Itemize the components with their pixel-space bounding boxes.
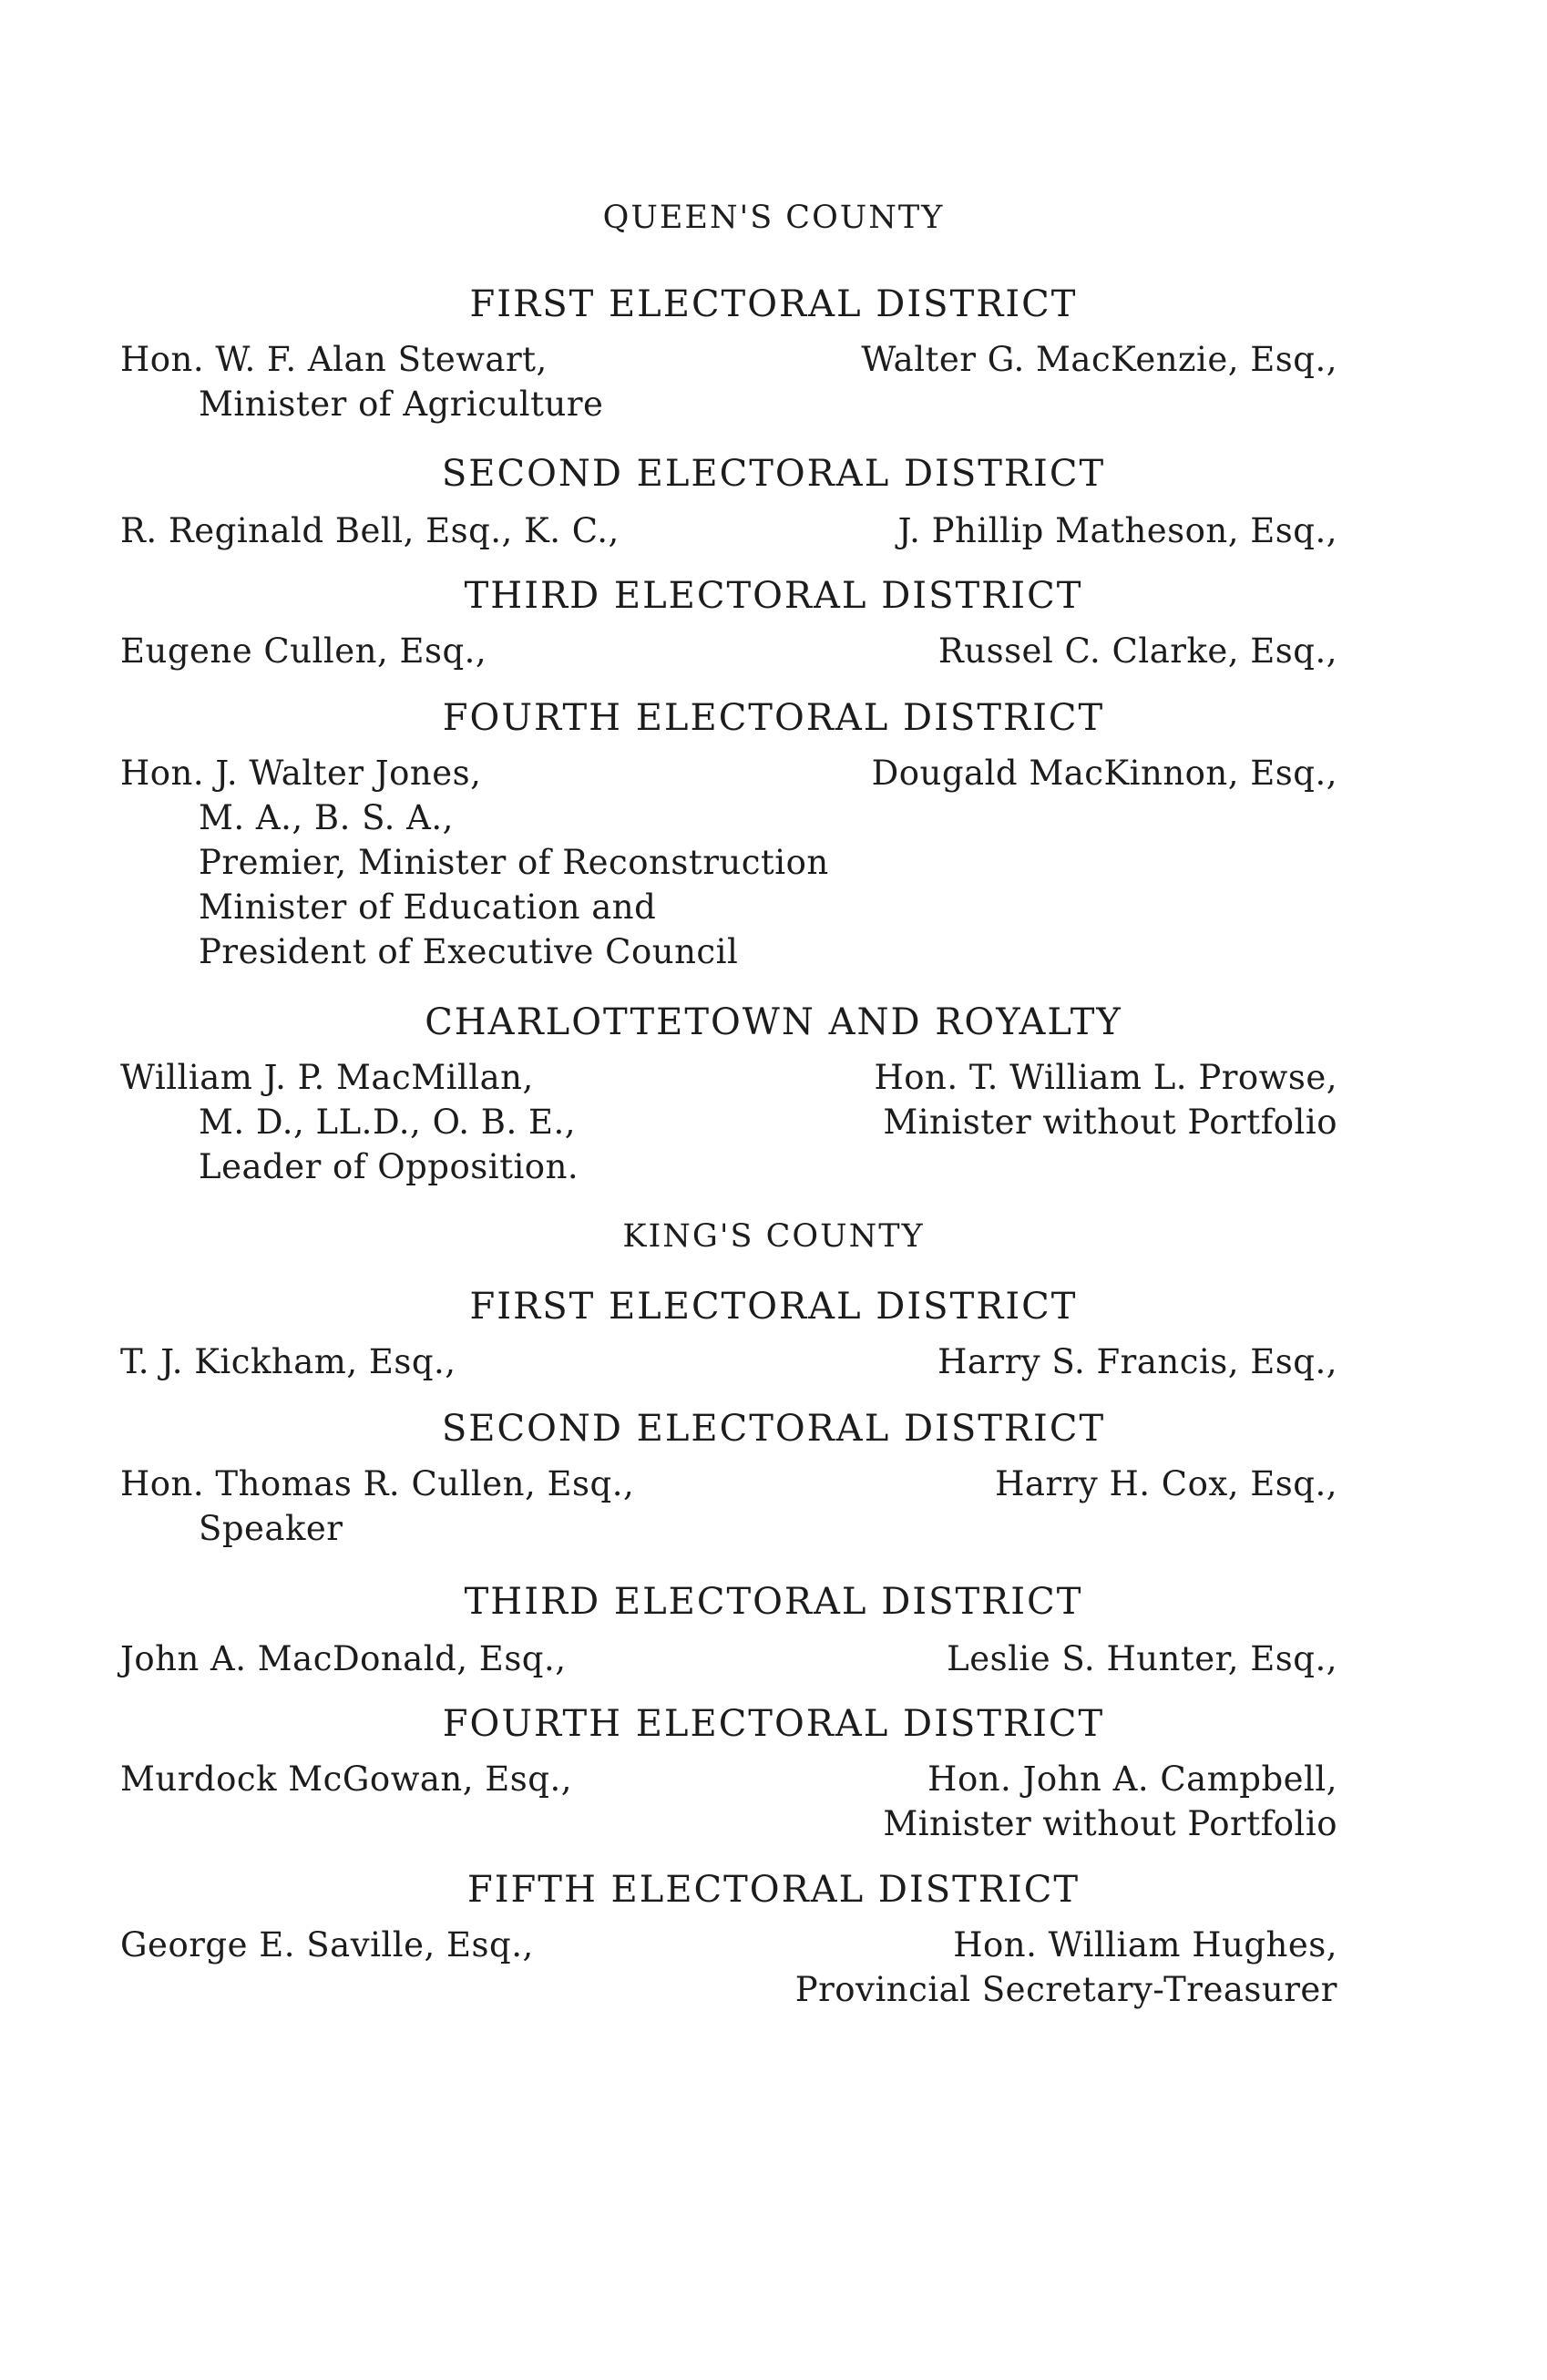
member-name: Hon. T. William L. Prowse, <box>874 1058 1337 1097</box>
district-heading-queens-third: THIRD ELECTORAL DISTRICT <box>464 575 1083 617</box>
district-heading-queens-first: FIRST ELECTORAL DISTRICT <box>469 283 1078 325</box>
member-name: Hon. W. F. Alan Stewart, <box>120 340 548 379</box>
member-right-charlottetown <box>590 1055 1337 1144</box>
member-right-kings-third <box>590 1636 1337 1681</box>
district-heading-charlottetown: CHARLOTTETOWN AND ROYALTY <box>425 1001 1122 1043</box>
member-title: Leader of Opposition. <box>199 1147 579 1186</box>
member-name: T. J. Kickham, Esq., <box>120 1342 456 1381</box>
member-name: Eugene Cullen, Esq., <box>120 631 487 671</box>
district-heading-kings-fifth: FIFTH ELECTORAL DISTRICT <box>466 1869 1081 1911</box>
member-title: Minister without Portfolio <box>883 1103 1337 1142</box>
member-right-queens-fourth <box>590 751 1337 795</box>
district-heading-queens-fourth: FOURTH ELECTORAL DISTRICT <box>442 697 1105 739</box>
member-right-queens-first <box>590 337 1337 382</box>
member-name: George E. Saville, Esq., <box>120 1925 534 1965</box>
district-heading-kings-third: THIRD ELECTORAL DISTRICT <box>464 1581 1083 1623</box>
member-name: Murdock McGowan, Esq., <box>120 1759 572 1799</box>
member-name: Hon. J. Walter Jones, <box>120 754 482 793</box>
district-heading-kings-fourth: FOURTH ELECTORAL DISTRICT <box>442 1703 1105 1745</box>
member-name: Hon. William Hughes, <box>953 1925 1337 1965</box>
member-title: Speaker <box>199 1509 343 1548</box>
member-name: Walter G. MacKenzie, Esq., <box>861 340 1337 379</box>
member-right-kings-second <box>590 1462 1337 1506</box>
member-name: R. Reginald Bell, Esq., K. C., <box>120 511 620 550</box>
member-name: Leslie S. Hunter, Esq., <box>947 1639 1337 1678</box>
member-right-queens-third <box>590 629 1337 673</box>
member-right-kings-fourth <box>590 1757 1337 1846</box>
member-name: Hon. John A. Campbell, <box>927 1759 1337 1799</box>
member-title: Minister of Education and <box>199 887 657 927</box>
member-name: William J. P. MacMillan, <box>120 1058 534 1097</box>
member-title: M. D., LL.D., O. B. E., <box>199 1103 577 1142</box>
member-title: Minister of Agriculture <box>199 385 604 424</box>
member-name: J. Phillip Matheson, Esq., <box>897 511 1337 550</box>
member-name: Harry S. Francis, Esq., <box>937 1342 1337 1381</box>
member-title: M. A., B. S. A., <box>199 798 454 837</box>
county-title-kings: KING'S COUNTY <box>622 1218 925 1255</box>
member-name: Russel C. Clarke, Esq., <box>937 631 1337 671</box>
member-name: Hon. Thomas R. Cullen, Esq., <box>120 1464 635 1503</box>
member-name: John A. MacDonald, Esq., <box>120 1639 567 1678</box>
member-title: Minister without Portfolio <box>883 1804 1337 1843</box>
member-right-kings-first <box>590 1339 1337 1384</box>
member-title: President of Executive Council <box>199 932 739 971</box>
district-heading-kings-first: FIRST ELECTORAL DISTRICT <box>469 1286 1078 1328</box>
district-heading-kings-second: SECOND ELECTORAL DISTRICT <box>441 1408 1106 1450</box>
county-title-queens: QUEEN'S COUNTY <box>602 200 945 236</box>
member-right-queens-second <box>590 508 1337 553</box>
member-name: Harry H. Cox, Esq., <box>995 1464 1337 1503</box>
member-name: Dougald MacKinnon, Esq., <box>871 754 1337 793</box>
district-heading-queens-second: SECOND ELECTORAL DISTRICT <box>441 453 1106 495</box>
member-right-kings-fifth <box>590 1923 1337 2012</box>
member-title: Premier, Minister of Reconstruction <box>199 843 829 882</box>
member-title: Provincial Secretary-Treasurer <box>794 1970 1337 2009</box>
